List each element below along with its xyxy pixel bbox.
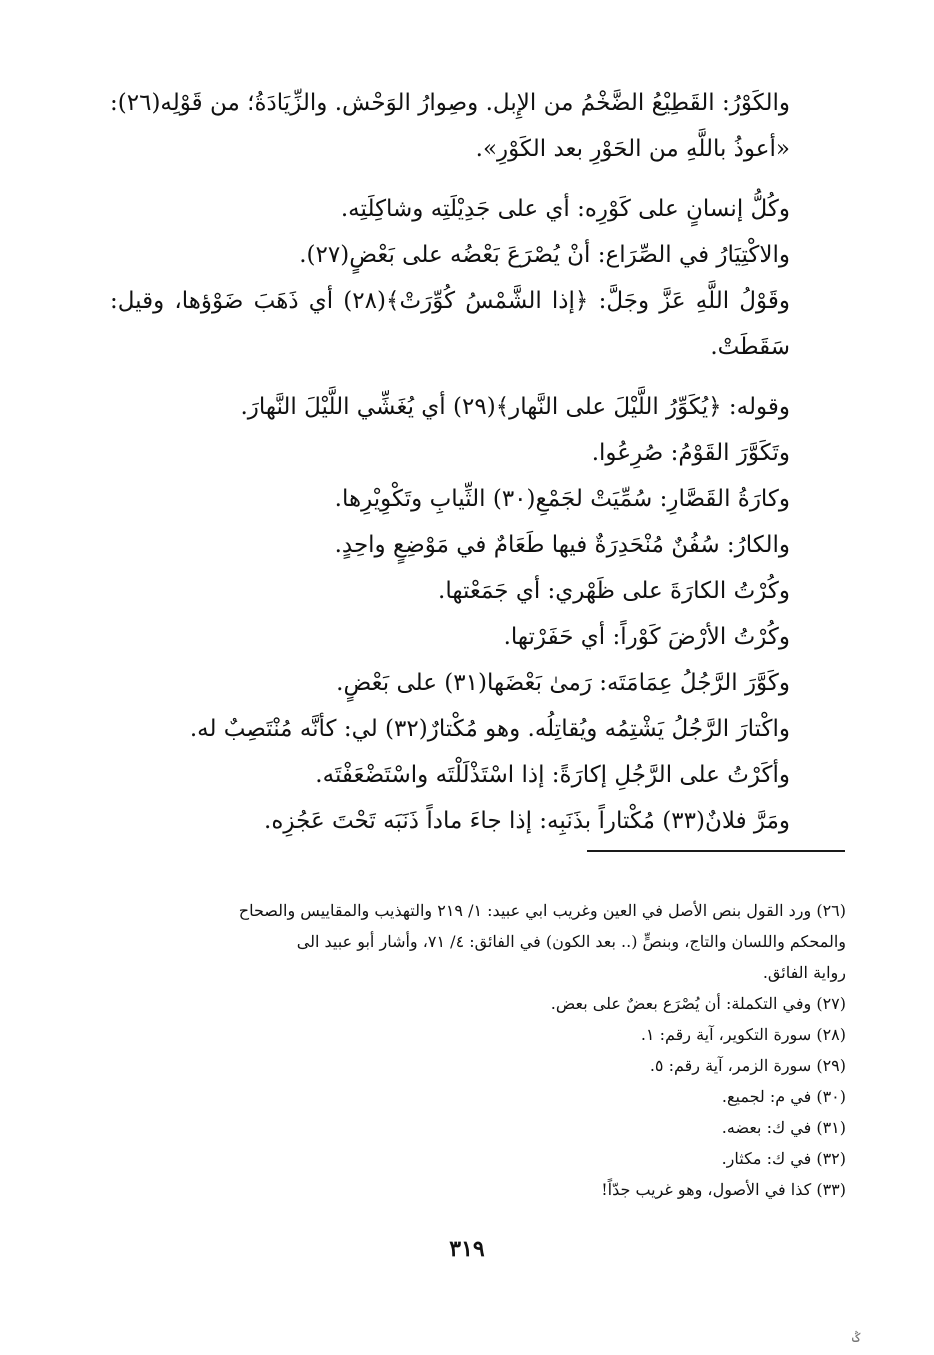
main-text — [110, 80, 850, 844]
text-line: وتَكَوَّرَ القَوْمُ: صُرِعُوا. — [591, 440, 790, 466]
footnote-26: (٢٦) ورد القول بنص الأصل في العين وغريب ابي عبيد: ١/ ٢١٩ والتهذيب والمقاييس والصحاح — [238, 901, 846, 920]
paragraph-iktiyar: والاكْتِيَارُ في الصِّرَاع: أنْ يُصْرَعَ بَعْضُه على بَعْضٍ(٢٧). — [299, 242, 790, 268]
text-line: واكْتارَ الرَّجُلُ يَشْتِمُه ويُقاتِلُه. وهو مُكْتارٌ(٣٢) لي: كأنَّه مُنْتَصِبٌ له. — [189, 716, 790, 742]
paragraph-kawr: والكَوْرُ: القَطِيْعُ الضَّخْمُ من الإِبل. وصِوارُ الوَحْش. والزِّيَادَةُ؛ من قَوْلِه(٢٦): «أعوذُ باللَّهِ من الحَوْرِ بعد الكَوْرِ». — [110, 90, 790, 162]
text-line: وكَوَّرَ الرَّجُلُ عِمَامَتَه: رَمىٰ بَعْضَها(٣١) على بَعْضٍ. — [336, 670, 790, 696]
paragraph-kull-insan: وكُلُّ إنسانٍ على كَوْرِه: أي على جَدِيْلَتِه وشاكِلَتِه. — [340, 196, 790, 222]
footnote-26-continued: والمحكم واللسان والتاج، وبنصٍّ (.. بعد الكون) في الفائق: ٤/ ٧١، وأشار أبو عبيد الى — [296, 932, 846, 951]
text-line: وأكَرْتُ على الرَّجُلِ إكارَةً: إذا اسْتَذْلَلْتَه واسْتَضْعَفْتَه. — [315, 762, 790, 788]
paragraph-quran-kuwwirat: وقَوْلُ اللَّهِ عَزَّ وجَلَّ: ﴿إذا الشَّمْسُ كُوِّرَتْ﴾(٢٨) أي ذَهَبَ ضَوْؤها، وقيل: سَقَطَتْ. — [110, 288, 791, 360]
text-line: ومَرَّ فلانٌ(٣٣) مُكْتاراً بذَنَبِه: إذا جاءَ ماداً ذَنَبَه تَحْتَ عَجُزِه. — [264, 808, 790, 834]
page-number: ٣١٩ — [449, 1236, 485, 1262]
footnotes — [110, 895, 846, 1205]
footnote-divider — [587, 850, 845, 852]
text-line: والكارُ: سُفُنٌ مُنْحَدِرَةٌ فيها طَعَامٌ في مَوْضِعٍ واحِدٍ. — [334, 532, 790, 558]
footnote-29: (٢٩) سورة الزمر، آية رقم: ٥. — [649, 1056, 846, 1075]
footnote-30: (٣٠) في م: لجميع. — [721, 1087, 846, 1106]
footnote-32: (٣٢) في ك: مكثار. — [721, 1149, 846, 1168]
corner-mark: ݣ — [852, 1330, 861, 1346]
text-line: وكُرْتُ الكارَةَ على ظَهْري: أي جَمَعْتها. — [438, 578, 790, 604]
footnote-31: (٣١) في ك: بعضه. — [721, 1118, 846, 1137]
text-line: وكُرْتُ الأرْضَ كَوْراً: أي حَفَرْتها. — [503, 624, 790, 650]
footnote-26-continued: رواية الفائق. — [762, 963, 846, 982]
text-line: وقوله: ﴿يُكَوِّرُ اللَّيْلَ على النَّهار﴾(٢٩) أي يُغَشِّي اللَّيْلَ النَّهارَ. — [240, 394, 790, 420]
footnote-27: (٢٧) وفي التكملة: أن يُصْرَع بعضٌ على بعض. — [550, 994, 846, 1013]
footnote-28: (٢٨) سورة التكوير، آية رقم: ١. — [640, 1025, 846, 1044]
footnote-33: (٣٣) كذا في الأصول، وهو غريب جدّاً! — [601, 1180, 846, 1199]
text-line: وكارَةُ القَصَّارِ: سُمِّيَتْ لجَمْعِ(٣٠) الثِّيابِ وتَكْوِيْرِها. — [334, 486, 790, 512]
